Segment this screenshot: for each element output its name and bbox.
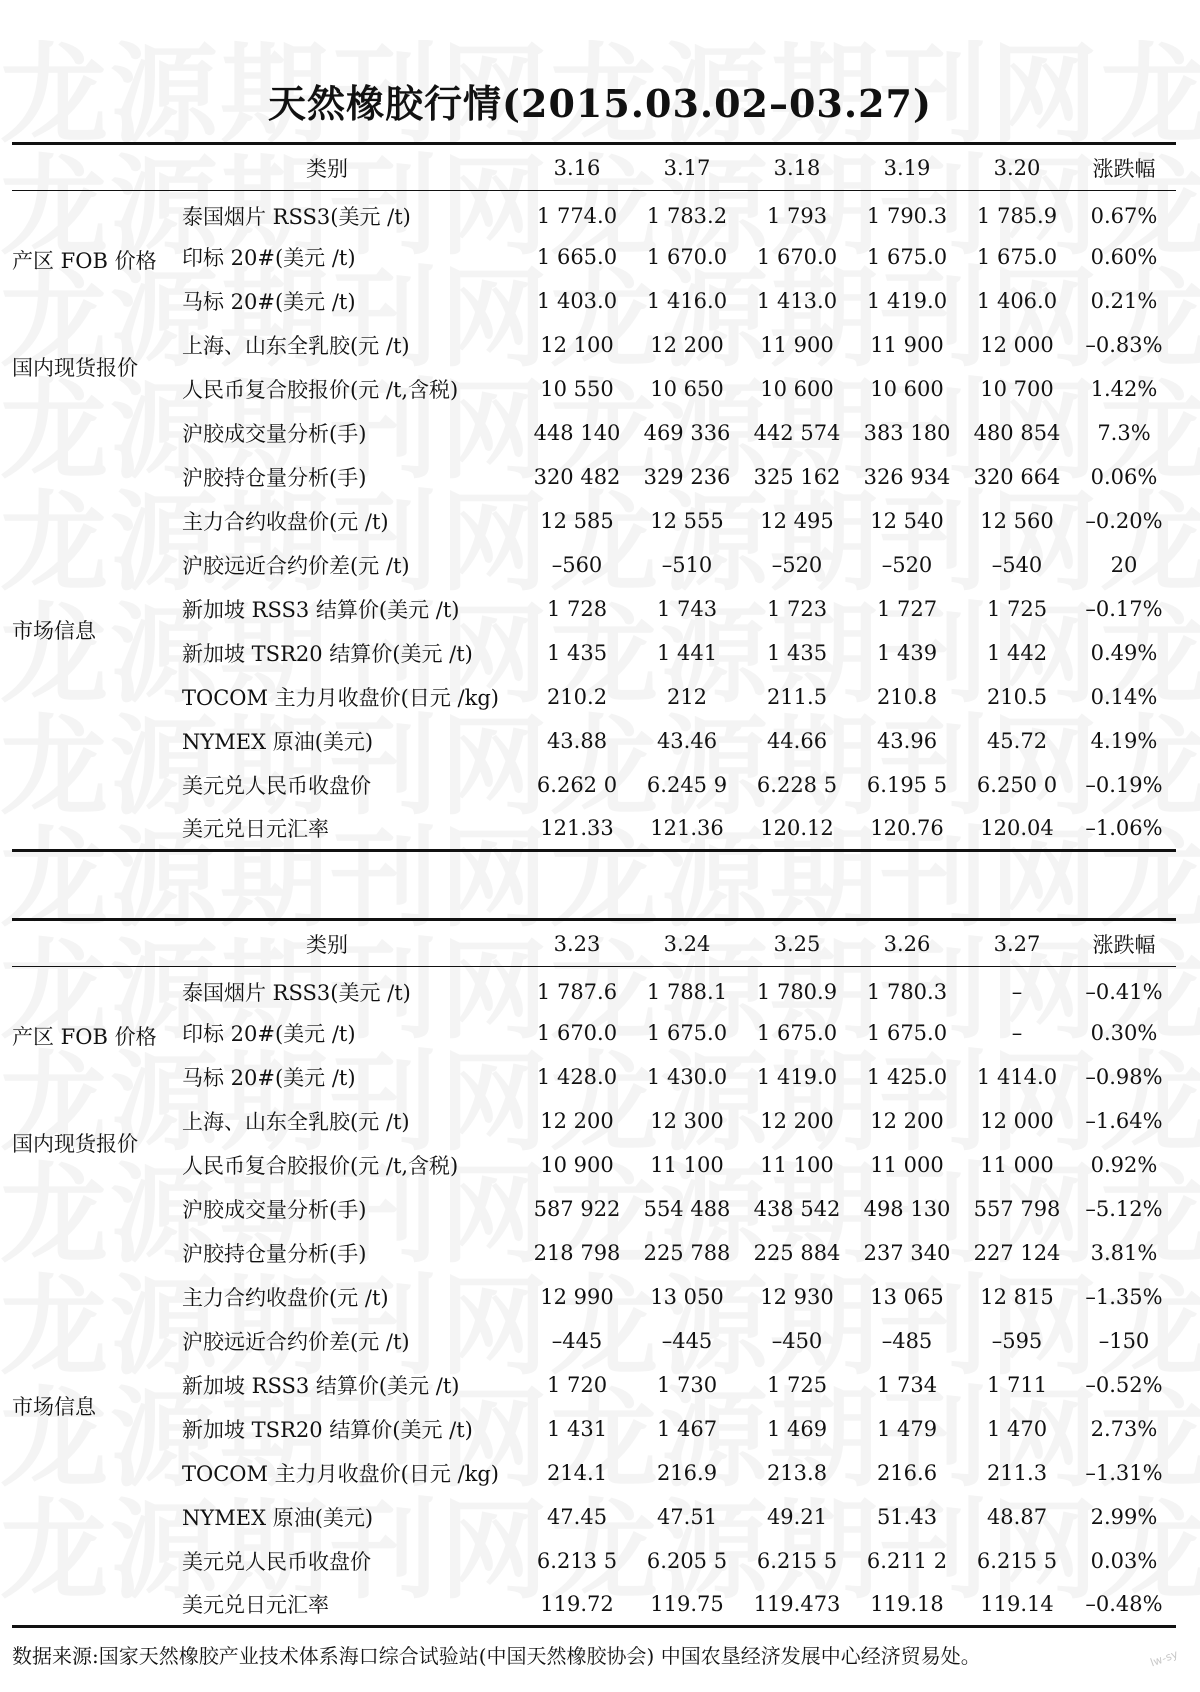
value-cell: 119.75 xyxy=(650,1591,724,1616)
value-cell: 210.2 xyxy=(546,684,608,709)
value-cell: 210.5 xyxy=(986,684,1048,709)
row-label: 美元兑人民币收盘价 xyxy=(182,773,371,798)
table-row xyxy=(12,719,1176,763)
table-row xyxy=(12,1319,1176,1363)
value-cell: 1 743 xyxy=(656,596,718,621)
value-cell: 1 419.0 xyxy=(756,1064,838,1089)
value-cell: 1 785.9 xyxy=(976,203,1058,228)
value-cell: 47.45 xyxy=(546,1504,608,1529)
value-cell: 51.43 xyxy=(876,1504,938,1529)
value-cell: 6.195 5 xyxy=(866,772,948,797)
value-cell: 557 798 xyxy=(973,1196,1061,1221)
value-cell: 1 419.0 xyxy=(866,288,948,313)
value-cell: 225 884 xyxy=(753,1240,841,1265)
row-label: 马标 20#(美元 /t) xyxy=(182,1065,356,1090)
row-label: 新加坡 TSR20 结算价(美元 /t) xyxy=(182,1417,473,1442)
value-cell: 11 100 xyxy=(760,1152,834,1177)
value-cell: 12 000 xyxy=(980,1108,1054,1133)
row-label: 新加坡 RSS3 结算价(美元 /t) xyxy=(182,1373,460,1398)
page-title: 天然橡胶行情(2015.03.02–03.27) xyxy=(268,81,932,127)
source-note: 数据来源:国家天然橡胶产业技术体系海口综合试验站(中国天然橡胶协会) 中国农垦经济发展中心经济贸易处。 xyxy=(12,1644,981,1668)
value-cell: 1 428.0 xyxy=(536,1064,618,1089)
value-cell: 1 675.0 xyxy=(646,1020,728,1045)
value-cell: –520 xyxy=(771,552,823,577)
value-cell: 498 130 xyxy=(863,1196,951,1221)
value-cell: 119.14 xyxy=(980,1591,1054,1616)
value-cell: 6.215 5 xyxy=(976,1548,1058,1573)
value-cell: 10 900 xyxy=(540,1152,614,1177)
value-cell: 49.21 xyxy=(766,1504,828,1529)
row-label: 印标 20#(美元 /t) xyxy=(182,245,356,270)
group-label: 市场信息 xyxy=(12,1394,96,1419)
change-cell: 0.92% xyxy=(1090,1152,1158,1177)
header-date: 3.19 xyxy=(883,155,931,180)
table-row xyxy=(12,1099,1176,1143)
table-row xyxy=(12,235,1176,279)
row-label: 上海、山东全乳胶(元 /t) xyxy=(182,1109,410,1134)
value-cell: –445 xyxy=(661,1328,713,1353)
value-cell: 1 442 xyxy=(986,640,1048,665)
table-row xyxy=(12,543,1176,587)
value-cell: 1 780.9 xyxy=(756,979,838,1004)
value-cell: 11 100 xyxy=(650,1152,724,1177)
row-label: 主力合约收盘价(元 /t) xyxy=(182,1285,389,1310)
row-label: 沪胶持仓量分析(手) xyxy=(182,1241,367,1266)
value-cell: 383 180 xyxy=(863,420,951,445)
value-cell: 6.213 5 xyxy=(536,1548,618,1573)
table-row xyxy=(12,1583,1176,1627)
value-cell: 6.245 9 xyxy=(646,772,728,797)
value-cell: 43.88 xyxy=(546,728,608,753)
value-cell: –595 xyxy=(991,1328,1043,1353)
header-date: 3.18 xyxy=(773,155,821,180)
value-cell: 12 540 xyxy=(870,508,944,533)
header-change: 涨跌幅 xyxy=(1092,156,1156,181)
market-table-week-2 xyxy=(12,918,1176,1628)
value-cell: 1 788.1 xyxy=(646,979,728,1004)
value-cell: –540 xyxy=(991,552,1043,577)
value-cell: 1 467 xyxy=(656,1416,718,1441)
value-cell: 213.8 xyxy=(766,1460,828,1485)
value-cell: 48.87 xyxy=(986,1504,1048,1529)
value-cell: 326 934 xyxy=(863,464,951,489)
row-label: 人民币复合胶报价(元 /t,含税) xyxy=(182,1153,459,1178)
value-cell: 1 774.0 xyxy=(536,203,618,228)
header-row xyxy=(12,920,1176,967)
value-cell: 120.04 xyxy=(980,815,1054,840)
group-label: 国内现货报价 xyxy=(12,355,138,380)
value-cell: 1 675.0 xyxy=(976,244,1058,269)
change-cell: 0.60% xyxy=(1090,244,1158,269)
row-label: 马标 20#(美元 /t) xyxy=(182,289,356,314)
table-row xyxy=(12,499,1176,543)
value-cell: 10 550 xyxy=(540,376,614,401)
value-cell: 1 727 xyxy=(876,596,938,621)
header-date: 3.23 xyxy=(553,931,601,956)
value-cell: 554 488 xyxy=(643,1196,731,1221)
table-header xyxy=(12,144,1176,191)
value-cell: 1 435 xyxy=(546,640,608,665)
change-cell: 2.73% xyxy=(1090,1416,1158,1441)
row-label: 沪胶成交量分析(手) xyxy=(182,421,367,446)
value-cell: 13 065 xyxy=(870,1284,944,1309)
value-cell: –445 xyxy=(551,1328,603,1353)
value-cell: 1 675.0 xyxy=(866,244,948,269)
table-row xyxy=(12,631,1176,675)
table-body xyxy=(12,191,1176,851)
group-label: 市场信息 xyxy=(12,618,96,643)
value-cell: 12 555 xyxy=(650,508,724,533)
value-cell: 469 336 xyxy=(643,420,731,445)
value-cell: 210.8 xyxy=(876,684,938,709)
value-cell: –450 xyxy=(771,1328,823,1353)
value-cell: – xyxy=(1011,1020,1023,1045)
value-cell: 6.211 2 xyxy=(866,1548,948,1573)
corner-mark: lw-sy xyxy=(1148,1647,1180,1670)
change-cell: 1.42% xyxy=(1090,376,1158,401)
table-row xyxy=(12,411,1176,455)
value-cell: 119.18 xyxy=(870,1591,944,1616)
value-cell: 43.46 xyxy=(656,728,718,753)
value-cell: 6.228 5 xyxy=(756,772,838,797)
header-category: 类别 xyxy=(306,156,348,181)
group-label: 产区 FOB 价格 xyxy=(12,1024,157,1049)
value-cell: 329 236 xyxy=(643,464,731,489)
value-cell: 119.72 xyxy=(540,1591,614,1616)
value-cell: 119.473 xyxy=(753,1591,841,1616)
value-cell: 12 585 xyxy=(540,508,614,533)
table-row xyxy=(12,1451,1176,1495)
change-cell: –0.52% xyxy=(1085,1372,1163,1397)
value-cell: 12 930 xyxy=(760,1284,834,1309)
table-row xyxy=(12,1539,1176,1583)
change-cell: 0.21% xyxy=(1090,288,1158,313)
value-cell: 11 900 xyxy=(870,332,944,357)
table-row xyxy=(12,323,1176,367)
table-row xyxy=(12,455,1176,499)
value-cell: 211.3 xyxy=(986,1460,1048,1485)
table-row xyxy=(12,279,1176,323)
value-cell: 1 787.6 xyxy=(536,979,618,1004)
table-row xyxy=(12,807,1176,851)
value-cell: 1 725 xyxy=(766,1372,828,1397)
table-row xyxy=(12,587,1176,631)
value-cell: –485 xyxy=(881,1328,933,1353)
value-cell: 1 783.2 xyxy=(646,203,728,228)
table-row xyxy=(12,1407,1176,1451)
value-cell: 120.12 xyxy=(760,815,834,840)
value-cell: 12 200 xyxy=(760,1108,834,1133)
table-row xyxy=(12,1231,1176,1275)
header-date: 3.27 xyxy=(993,931,1041,956)
row-label: TOCOM 主力月收盘价(日元 /kg) xyxy=(182,685,499,710)
header-row xyxy=(12,144,1176,191)
value-cell: 1 711 xyxy=(986,1372,1048,1397)
value-cell: 325 162 xyxy=(753,464,841,489)
change-cell: –5.12% xyxy=(1085,1196,1163,1221)
value-cell: 11 000 xyxy=(870,1152,944,1177)
value-cell: 11 900 xyxy=(760,332,834,357)
value-cell: 1 790.3 xyxy=(866,203,948,228)
value-cell: 1 728 xyxy=(546,596,608,621)
change-cell: –1.31% xyxy=(1085,1460,1163,1485)
value-cell: – xyxy=(1011,979,1023,1004)
change-cell: 7.3% xyxy=(1097,420,1151,445)
value-cell: 121.36 xyxy=(650,815,724,840)
value-cell: 12 200 xyxy=(870,1108,944,1133)
value-cell: 10 650 xyxy=(650,376,724,401)
table-row xyxy=(12,1143,1176,1187)
header-date: 3.26 xyxy=(883,931,931,956)
table-row xyxy=(12,1187,1176,1231)
value-cell: 1 431 xyxy=(546,1416,608,1441)
value-cell: 227 124 xyxy=(973,1240,1061,1265)
table-row xyxy=(12,1011,1176,1055)
value-cell: 11 000 xyxy=(980,1152,1054,1177)
value-cell: 218 798 xyxy=(533,1240,621,1265)
header-change: 涨跌幅 xyxy=(1092,932,1156,957)
value-cell: 12 000 xyxy=(980,332,1054,357)
change-cell: –1.64% xyxy=(1085,1108,1163,1133)
value-cell: 1 734 xyxy=(876,1372,938,1397)
table-row xyxy=(12,1495,1176,1539)
value-cell: 1 435 xyxy=(766,640,828,665)
value-cell: 6.262 0 xyxy=(536,772,618,797)
value-cell: 10 600 xyxy=(760,376,834,401)
value-cell: –560 xyxy=(551,552,603,577)
value-cell: 214.1 xyxy=(546,1460,608,1485)
table-body xyxy=(12,967,1176,1627)
change-cell: 0.06% xyxy=(1090,464,1158,489)
value-cell: 12 815 xyxy=(980,1284,1054,1309)
change-cell: 0.14% xyxy=(1090,684,1158,709)
change-cell: –0.48% xyxy=(1085,1591,1163,1616)
value-cell: 225 788 xyxy=(643,1240,731,1265)
value-cell: 44.66 xyxy=(766,728,828,753)
value-cell: 1 670.0 xyxy=(536,1020,618,1045)
value-cell: 10 600 xyxy=(870,376,944,401)
value-cell: 480 854 xyxy=(973,420,1061,445)
value-cell: 1 414.0 xyxy=(976,1064,1058,1089)
change-cell: 0.67% xyxy=(1090,203,1158,228)
value-cell: 211.5 xyxy=(766,684,828,709)
row-label: 沪胶持仓量分析(手) xyxy=(182,465,367,490)
value-cell: 47.51 xyxy=(656,1504,718,1529)
header-date: 3.25 xyxy=(773,931,821,956)
table-row xyxy=(12,1363,1176,1407)
table-row xyxy=(12,1275,1176,1319)
change-cell: 0.49% xyxy=(1090,640,1158,665)
table-header xyxy=(12,920,1176,967)
row-label: NYMEX 原油(美元) xyxy=(182,729,374,754)
value-cell: 448 140 xyxy=(533,420,621,445)
value-cell: 12 300 xyxy=(650,1108,724,1133)
table-row xyxy=(12,1055,1176,1099)
row-label: 印标 20#(美元 /t) xyxy=(182,1021,356,1046)
value-cell: 120.76 xyxy=(870,815,944,840)
table-row xyxy=(12,191,1176,235)
value-cell: 1 469 xyxy=(766,1416,828,1441)
row-label: 美元兑日元汇率 xyxy=(182,1592,329,1617)
row-label: 泰国烟片 RSS3(美元 /t) xyxy=(182,980,411,1005)
row-label: 美元兑人民币收盘价 xyxy=(182,1549,371,1574)
value-cell: 6.215 5 xyxy=(756,1548,838,1573)
value-cell: –520 xyxy=(881,552,933,577)
market-table-week-1 xyxy=(12,142,1176,852)
value-cell: 320 664 xyxy=(973,464,1061,489)
table-row xyxy=(12,763,1176,807)
value-cell: 1 665.0 xyxy=(536,244,618,269)
change-cell: –1.06% xyxy=(1085,815,1163,840)
value-cell: 1 416.0 xyxy=(646,288,728,313)
value-cell: 1 479 xyxy=(876,1416,938,1441)
value-cell: 1 413.0 xyxy=(756,288,838,313)
value-cell: 1 470 xyxy=(986,1416,1048,1441)
value-cell: 1 403.0 xyxy=(536,288,618,313)
row-label: 美元兑日元汇率 xyxy=(182,816,329,841)
value-cell: 212 xyxy=(666,684,708,709)
value-cell: 6.205 5 xyxy=(646,1548,728,1573)
value-cell: 12 100 xyxy=(540,332,614,357)
value-cell: 1 793 xyxy=(766,203,828,228)
value-cell: 12 200 xyxy=(540,1108,614,1133)
change-cell: –0.83% xyxy=(1085,332,1163,357)
value-cell: 587 922 xyxy=(533,1196,621,1221)
change-cell: –0.19% xyxy=(1085,772,1163,797)
value-cell: 442 574 xyxy=(753,420,841,445)
value-cell: 1 723 xyxy=(766,596,828,621)
value-cell: 438 542 xyxy=(753,1196,841,1221)
header-category: 类别 xyxy=(306,932,348,957)
value-cell: 1 439 xyxy=(876,640,938,665)
group-label: 产区 FOB 价格 xyxy=(12,248,157,273)
table-row xyxy=(12,367,1176,411)
row-label: 沪胶成交量分析(手) xyxy=(182,1197,367,1222)
value-cell: 12 495 xyxy=(760,508,834,533)
value-cell: 216.9 xyxy=(656,1460,718,1485)
value-cell: 320 482 xyxy=(533,464,621,489)
row-label: 主力合约收盘价(元 /t) xyxy=(182,509,389,534)
row-label: 沪胶远近合约价差(元 /t) xyxy=(182,553,410,578)
change-cell: 20 xyxy=(1110,552,1138,577)
value-cell: 12 200 xyxy=(650,332,724,357)
row-label: 新加坡 TSR20 结算价(美元 /t) xyxy=(182,641,473,666)
header-date: 3.24 xyxy=(663,931,711,956)
value-cell: 237 340 xyxy=(863,1240,951,1265)
change-cell: –0.20% xyxy=(1085,508,1163,533)
value-cell: 1 780.3 xyxy=(866,979,948,1004)
value-cell: 1 670.0 xyxy=(756,244,838,269)
group-label: 国内现货报价 xyxy=(12,1131,138,1156)
change-cell: 0.30% xyxy=(1090,1020,1158,1045)
value-cell: 216.6 xyxy=(876,1460,938,1485)
change-cell: 3.81% xyxy=(1090,1240,1158,1265)
value-cell: 1 730 xyxy=(656,1372,718,1397)
value-cell: 10 700 xyxy=(980,376,1054,401)
table-row xyxy=(12,675,1176,719)
value-cell: 1 675.0 xyxy=(756,1020,838,1045)
row-label: 沪胶远近合约价差(元 /t) xyxy=(182,1329,410,1354)
change-cell: –0.98% xyxy=(1085,1064,1163,1089)
value-cell: 1 441 xyxy=(656,640,718,665)
value-cell: 43.96 xyxy=(876,728,938,753)
value-cell: 12 990 xyxy=(540,1284,614,1309)
value-cell: 45.72 xyxy=(986,728,1048,753)
row-label: 上海、山东全乳胶(元 /t) xyxy=(182,333,410,358)
value-cell: –510 xyxy=(661,552,713,577)
change-cell: –150 xyxy=(1098,1328,1150,1353)
value-cell: 1 720 xyxy=(546,1372,608,1397)
value-cell: 1 425.0 xyxy=(866,1064,948,1089)
header-date: 3.17 xyxy=(663,155,711,180)
change-cell: –0.17% xyxy=(1085,596,1163,621)
row-label: 新加坡 RSS3 结算价(美元 /t) xyxy=(182,597,460,622)
header-date: 3.16 xyxy=(553,155,601,180)
table-row xyxy=(12,967,1176,1011)
change-cell: 2.99% xyxy=(1090,1504,1158,1529)
change-cell: –0.41% xyxy=(1085,979,1163,1004)
change-cell: 4.19% xyxy=(1090,728,1158,753)
value-cell: 1 430.0 xyxy=(646,1064,728,1089)
value-cell: 1 675.0 xyxy=(866,1020,948,1045)
change-cell: –1.35% xyxy=(1085,1284,1163,1309)
row-label: NYMEX 原油(美元) xyxy=(182,1505,374,1530)
row-label: 人民币复合胶报价(元 /t,含税) xyxy=(182,377,459,402)
header-date: 3.20 xyxy=(993,155,1041,180)
value-cell: 121.33 xyxy=(540,815,614,840)
value-cell: 12 560 xyxy=(980,508,1054,533)
value-cell: 1 670.0 xyxy=(646,244,728,269)
value-cell: 13 050 xyxy=(650,1284,724,1309)
change-cell: 0.03% xyxy=(1090,1548,1158,1573)
value-cell: 1 406.0 xyxy=(976,288,1058,313)
row-label: 泰国烟片 RSS3(美元 /t) xyxy=(182,204,411,229)
value-cell: 6.250 0 xyxy=(976,772,1058,797)
value-cell: 1 725 xyxy=(986,596,1048,621)
row-label: TOCOM 主力月收盘价(日元 /kg) xyxy=(182,1461,499,1486)
